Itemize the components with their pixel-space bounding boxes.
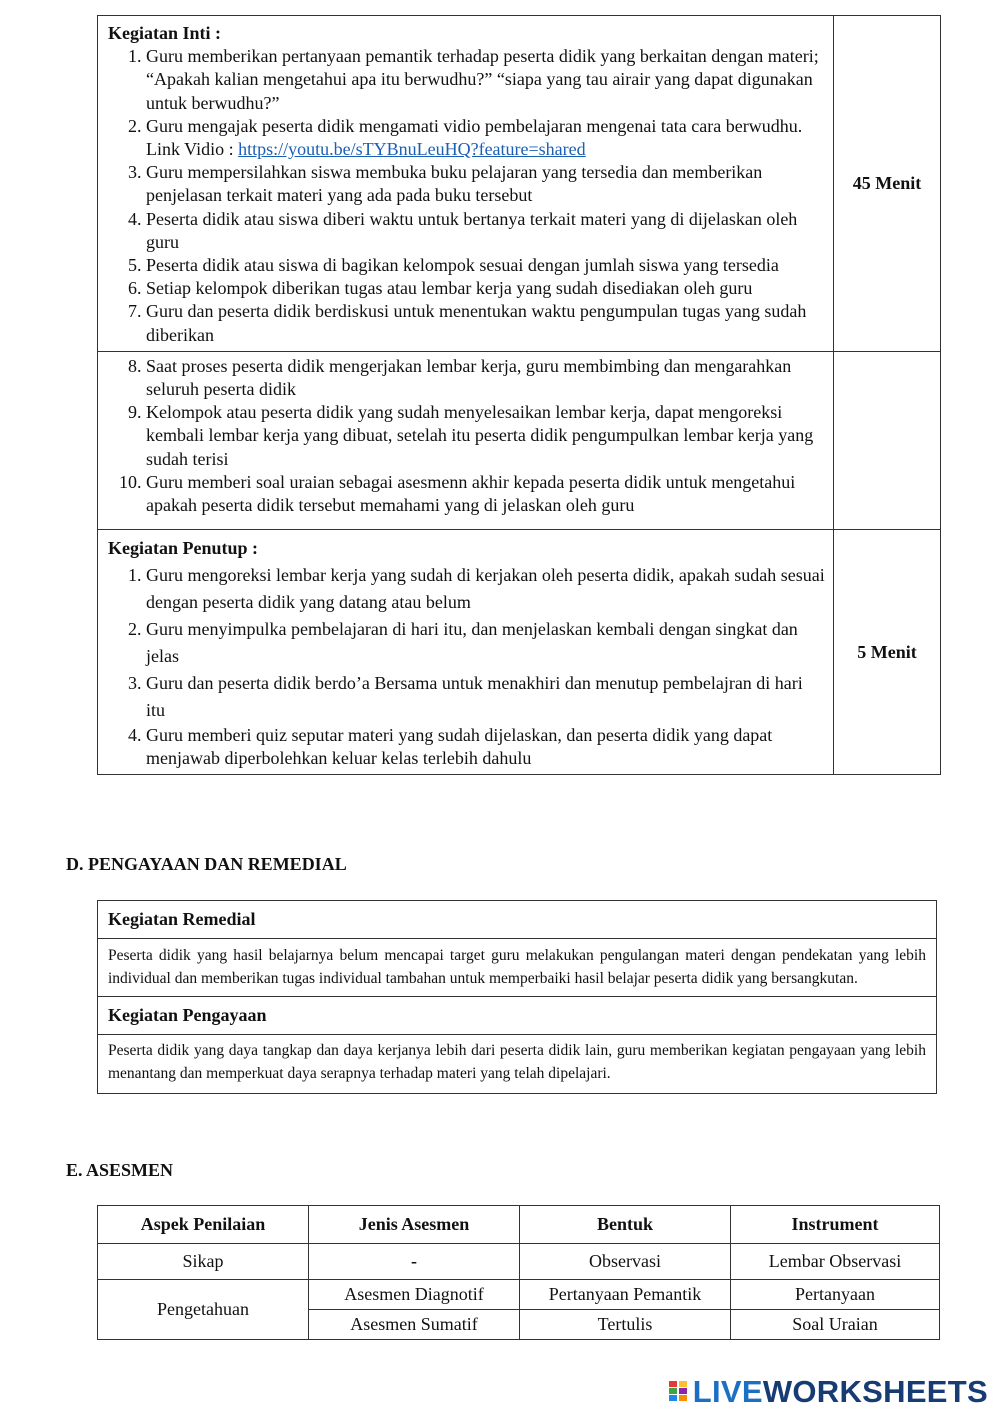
list-item: 1. Guru mengoreksi lembar kerja yang sudah di kerjakan oleh peserta didik, apakah sudah sesuai dengan peserta didik yang datang atau belum: [146, 562, 825, 616]
cell-aspek: Sikap: [98, 1244, 309, 1280]
table-row: [98, 16, 941, 352]
list-item: 2. Guru menyimpulka pembelajaran di hari itu, dan menjelaskan kembali dengan singkat dan jelas: [146, 616, 825, 670]
list-item-text: Guru mengajak peserta didik mengamati vidio pembelajaran mengenai tata cara berwudhu.: [146, 115, 803, 136]
inti-cell: [98, 16, 834, 352]
list-item: 3. Guru mempersilahkan siswa membuka buku pelajaran yang tersedia dan memberikan penjelasan terkait materi yang ada pada buku tersebut: [146, 161, 825, 207]
liveworksheets-watermark: [668, 1374, 988, 1410]
table-row: [98, 939, 937, 997]
inti-cont-cell: [98, 351, 834, 529]
section-d-title: D. PENGAYAAN DAN REMEDIAL: [66, 854, 347, 874]
list-item: [146, 115, 825, 161]
penutup-heading: Kegiatan Penutup :: [108, 538, 259, 559]
video-link[interactable]: https://youtu.be/sTYBnuLeuHQ?feature=shared: [238, 139, 586, 160]
cell-bentuk: Pertanyaan Pemantik: [520, 1280, 731, 1310]
remedial-text: Peserta didik yang hasil belajarnya belum mencapai target guru melakukan pengulangan materi dengan pendekatan yang lebih individual dan memberikan tugas individual tambahan untuk memperbaiki hasil belajar peserta didik yang bersangkutan.: [98, 939, 937, 997]
penutup-cell: [98, 530, 834, 775]
list-item: 8. Saat proses peserta didik mengerjakan lembar kerja, guru membimbing dan mengarahkan seluruh peserta didik: [146, 355, 825, 401]
cell-jenis: -: [309, 1244, 520, 1280]
watermark-worksheets: WORKSHEETS: [762, 1374, 988, 1409]
cell-bentuk: Observasi: [520, 1244, 731, 1280]
header-instrument: Instrument: [731, 1206, 940, 1244]
table-row: [98, 901, 937, 939]
list-item: 10. Guru memberi soal uraian sebagai asesmenn akhir kepada peserta didik untuk mengetahui apakah peserta didik tersebut memahami yang di jelaskan oleh guru: [146, 471, 825, 517]
pengayaan-heading: Kegiatan Pengayaan: [98, 997, 937, 1035]
header-jenis: Jenis Asesmen: [309, 1206, 520, 1244]
header-aspek: Aspek Penilaian: [98, 1206, 309, 1244]
pengayaan-text: Peserta didik yang daya tangkap dan daya kerjanya lebih dari peserta didik lain, guru memberikan kegiatan pengayaan yang lebih menantang dan memperkuat daya serapnya terhadap materi yang telah dipelajari.: [98, 1035, 937, 1094]
table-row: [98, 351, 941, 529]
cell-aspek: Pengetahuan: [98, 1280, 309, 1340]
list-item: 9. Kelompok atau peserta didik yang sudah menyelesaikan lembar kerja, dapat mengoreksi kembali lembar kerja yang dibuat, setelah itu peserta didik pengumpulkan lembar kerja yang sudah terisi: [146, 401, 825, 471]
inti-duration: 45 Menit: [834, 16, 941, 352]
table-row: [98, 1244, 940, 1280]
cell-jenis: Asesmen Diagnotif: [309, 1280, 520, 1310]
header-bentuk: Bentuk: [520, 1206, 731, 1244]
list-item: 4. Peserta didik atau siswa diberi waktu untuk bertanya terkait materi yang di dijelaskan oleh guru: [146, 208, 825, 254]
cell-bentuk: Tertulis: [520, 1310, 731, 1340]
asesmen-table: [97, 1205, 940, 1340]
link-label: Link Vidio :: [146, 139, 239, 160]
table-row: [98, 1280, 940, 1310]
list-item: 6. Setiap kelompok diberikan tugas atau lembar kerja yang sudah disediakan oleh guru: [146, 277, 825, 300]
list-item: 1. Guru memberikan pertanyaan pemantik terhadap peserta didik yang berkaitan dengan materi; “Apakah kalian mengetahui apa itu berwudhu?” “siapa yang tau airair yang dapat digunakan untuk berwudhu?”: [146, 45, 825, 115]
table-row: [98, 530, 941, 775]
liveworksheets-logo-icon: [668, 1379, 690, 1405]
table-row: [98, 997, 937, 1035]
inti-list: [108, 45, 825, 347]
penutup-duration: 5 Menit: [834, 530, 941, 775]
watermark-live: LIVE: [692, 1374, 763, 1409]
list-item: 3. Guru dan peserta didik berdo’a Bersama untuk menakhiri dan menutup pembelajran di hari itu: [146, 670, 825, 724]
list-item: 4. Guru memberi quiz seputar materi yang sudah dijelaskan, dan peserta didik yang dapat menjawab diperbolehkan keluar kelas terlebih dahulu: [146, 724, 825, 770]
cell-instrument: Lembar Observasi: [731, 1244, 940, 1280]
cell-jenis: Asesmen Sumatif: [309, 1310, 520, 1340]
table-header-row: [98, 1206, 940, 1244]
activity-table: [97, 15, 941, 775]
cell-instrument: Soal Uraian: [731, 1310, 940, 1340]
list-item: 7. Guru dan peserta didik berdiskusi untuk menentukan waktu pengumpulan tugas yang sudah diberikan: [146, 300, 825, 346]
table-row: [98, 1035, 937, 1094]
inti-list-cont: [108, 355, 825, 517]
cell-instrument: Pertanyaan: [731, 1280, 940, 1310]
remedial-heading: Kegiatan Remedial: [98, 901, 937, 939]
empty-duration-cell: [834, 351, 941, 529]
remedial-table: [97, 900, 937, 1094]
inti-heading: Kegiatan Inti :: [108, 23, 222, 43]
penutup-list: [108, 562, 825, 770]
list-item: 5. Peserta didik atau siswa di bagikan kelompok sesuai dengan jumlah siswa yang tersedia: [146, 254, 825, 277]
section-e-title: E. ASESMEN: [66, 1160, 174, 1180]
